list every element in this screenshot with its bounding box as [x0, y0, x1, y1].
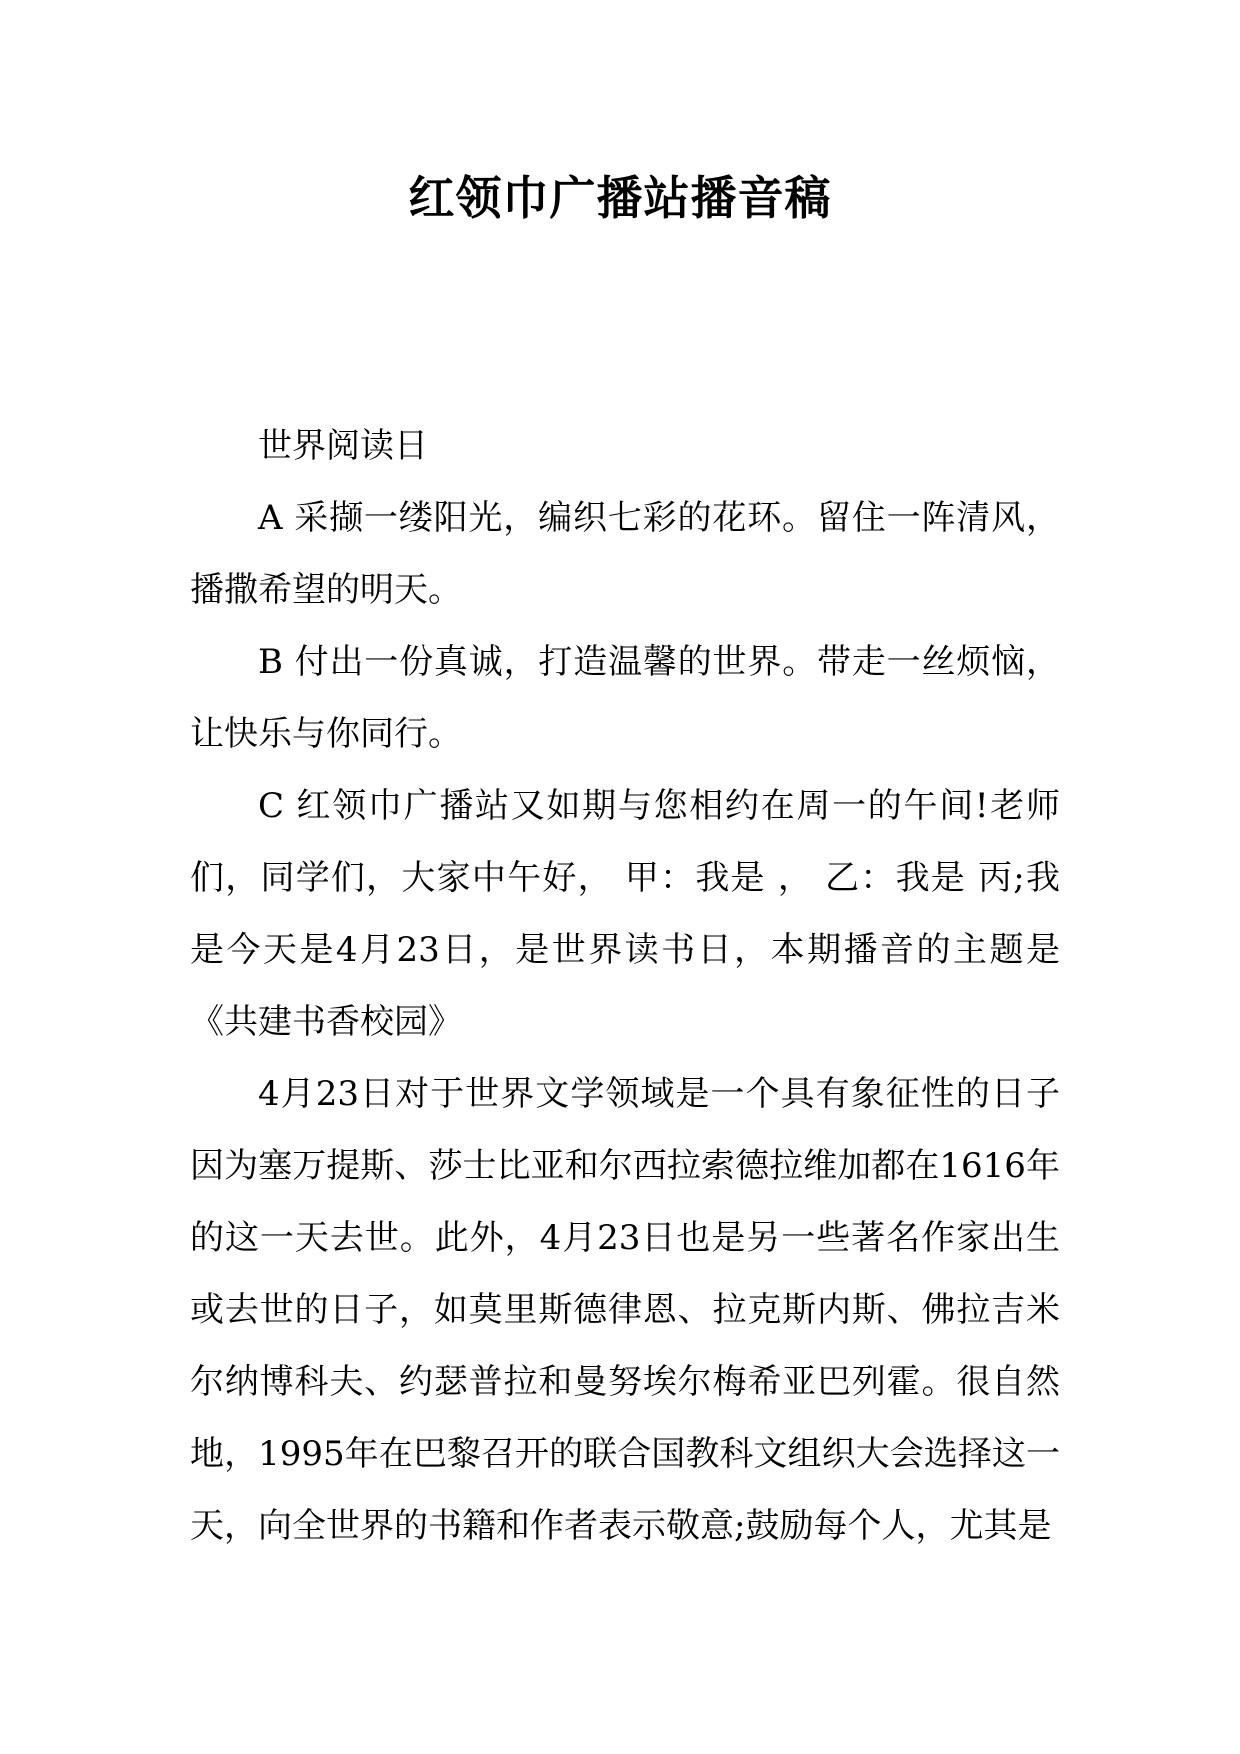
document-body [190, 410, 1060, 1562]
paragraph-a: A 采撷一缕阳光，编织七彩的花环。留住一阵清风，播撒希望的明天。 [190, 498, 1060, 610]
paragraph-b: B 付出一份真诚，打造温馨的世界。带走一丝烦恼，让快乐与你同行。 [190, 642, 1060, 754]
paragraph-world-book-day: 4月23日对于世界文学领域是一个具有象征性的日子因为塞万提斯、莎士比亚和尔西拉索德拉维加都在1616年的这一天去世。此外，4月23日也是另一些著名作家出生或去世的日子，如莫里斯德律恩、拉克斯内斯、佛拉吉米尔纳博科夫、约瑟普拉和曼努埃尔梅希亚巴列霍。很自然地，1995年在巴黎召开的联合国教科文组织大会选择这一天，向全世界的书籍和作者表示敬意;鼓励每个人，尤其是 [190, 1074, 1060, 1546]
document-title: 红领巾广播站播音稿 [408, 171, 832, 225]
section-heading: 世界阅读日 [258, 426, 428, 466]
paragraph-c: C 红领巾广播站又如期与您相约在周一的午间!老师们，同学们，大家中午好， 甲：我是 ， 乙：我是 丙;我是今天是4月23日，是世界读书日，本期播音的主题是《共建书香校园》 [190, 786, 1060, 1042]
